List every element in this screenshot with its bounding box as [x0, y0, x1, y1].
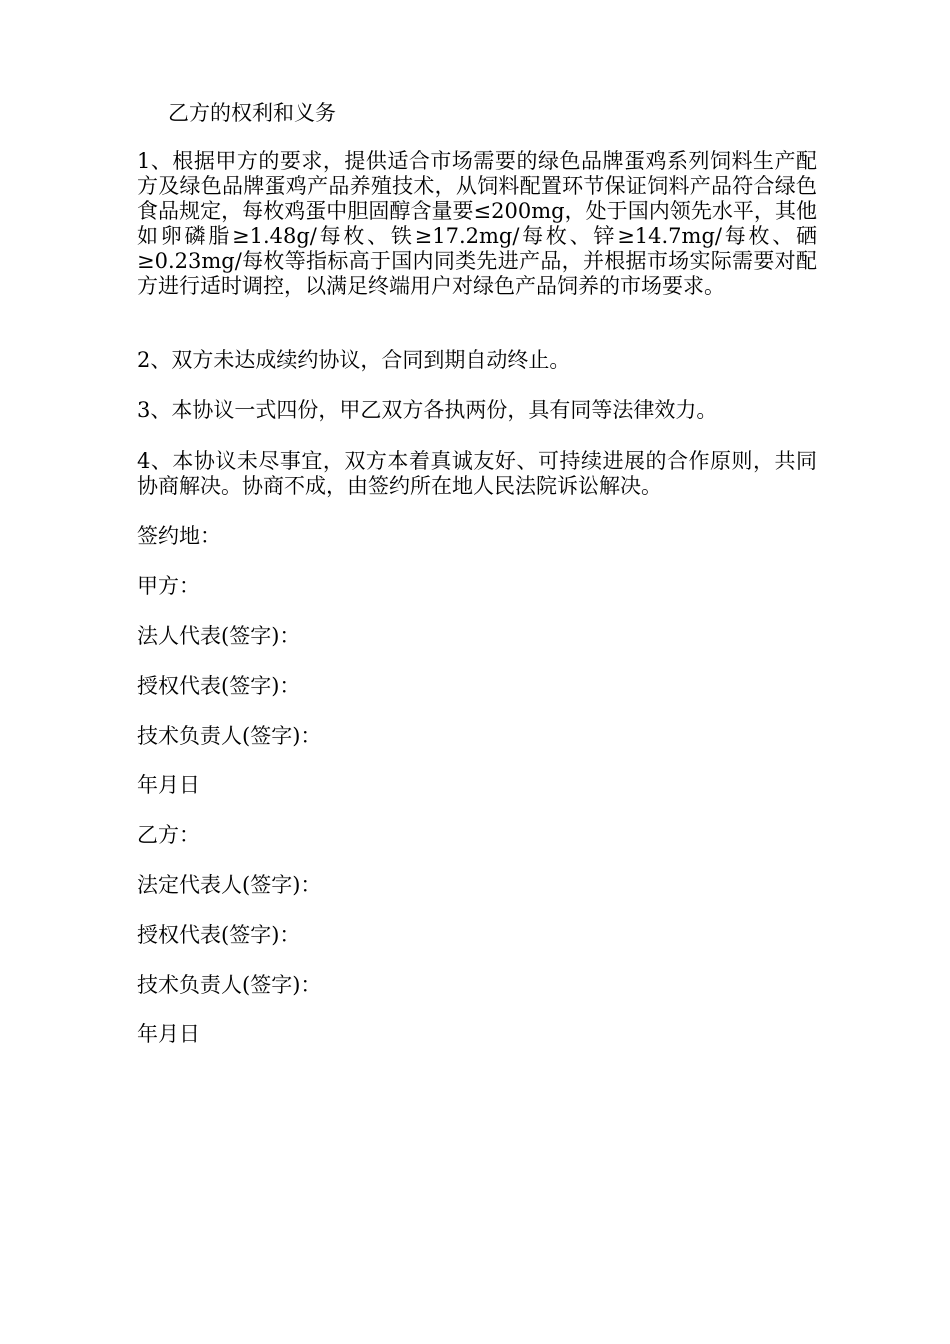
- signing-place-label: 签约地：: [137, 524, 221, 548]
- clause-4: 4、本协议未尽事宜，双方本着真诚友好、可持续进展的合作原则，共同协商解决。协商不成，由签约所在地人民法院诉讼解决。: [137, 449, 817, 498]
- party-b-date: 年月日: [137, 1022, 200, 1046]
- clause-3: 3、本协议一式四份，甲乙双方各执两份，具有同等法律效力。: [137, 398, 718, 422]
- party-a-date: 年月日: [137, 773, 200, 797]
- party-a-technical-lead-signature: 技术负责人(签字)：: [137, 724, 322, 748]
- party-a-authorized-rep-signature: 授权代表(签字)：: [137, 674, 301, 698]
- party-b-authorized-rep-signature: 授权代表(签字)：: [137, 923, 301, 947]
- section-title: 乙方的权利和义务: [168, 101, 336, 125]
- party-b-technical-lead-signature: 技术负责人(签字)：: [137, 973, 322, 997]
- party-a-label: 甲方：: [137, 574, 200, 598]
- party-b-legal-rep-signature: 法定代表人(签字)：: [137, 873, 322, 897]
- party-b-label: 乙方：: [137, 823, 200, 847]
- party-a-legal-rep-signature: 法人代表(签字)：: [137, 624, 301, 648]
- clause-2: 2、双方未达成续约协议，合同到期自动终止。: [137, 348, 571, 372]
- clause-1: 1、根据甲方的要求，提供适合市场需要的绿色品牌蛋鸡系列饲料生产配方及绿色品牌蛋鸡产品养殖技术，从饲料配置环节保证饲料产品符合绿色食品规定，每枚鸡蛋中胆固醇含量要≤200mg，处于国内领先水平，其他如卵磷脂≥1.48g/每枚、铁≥17.2mg/每枚、锌≥14.7mg/每枚、硒≥0.23mg/每枚等指标高于国内同类先进产品，并根据市场实际需要对配方进行适时调控，以满足终端用户对绿色产品饲养的市场要求。: [137, 149, 817, 298]
